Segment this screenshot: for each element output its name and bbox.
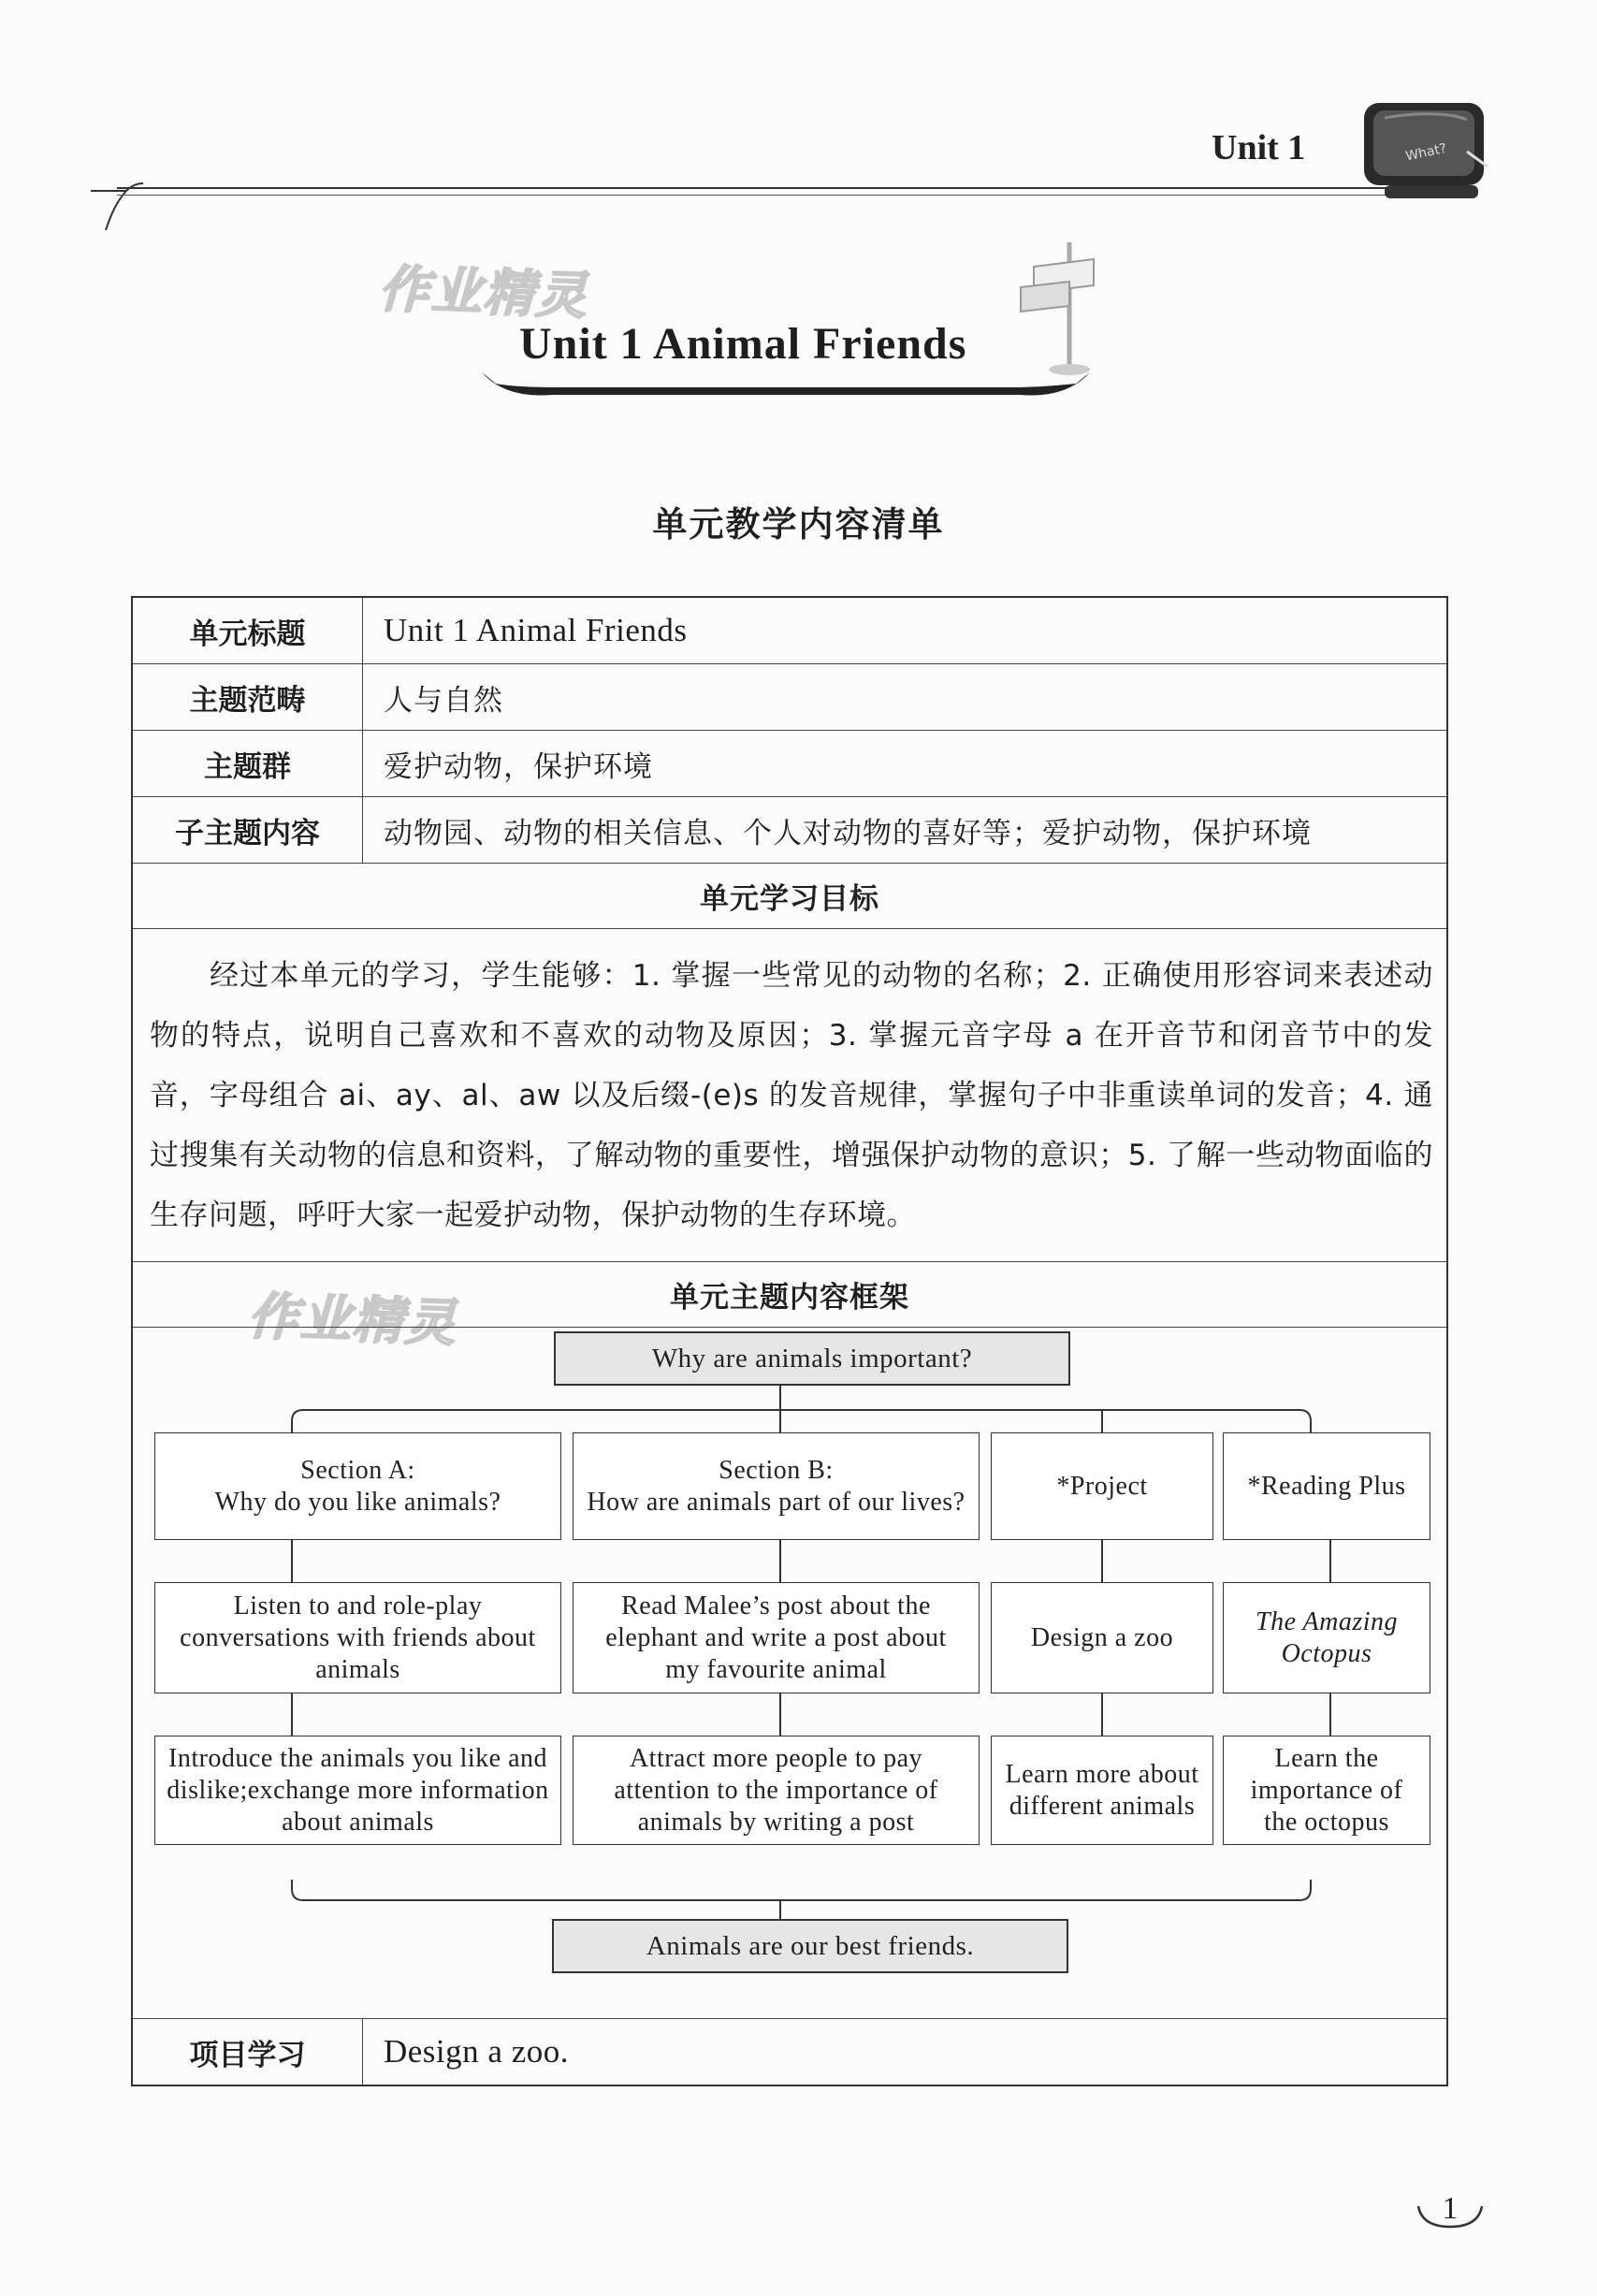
framework-outcome-reading: Learn the importance of the octopus — [1223, 1736, 1430, 1845]
framework-project: *Project — [991, 1432, 1213, 1540]
row-label: 子主题内容 — [133, 797, 363, 863]
page-number-block — [1413, 2189, 1488, 2236]
framework-bottom-conclusion: Animals are our best friends. — [552, 1919, 1068, 1973]
unit-title: Unit 1 Animal Friends — [519, 319, 967, 369]
framework-top-question: Why are animals important? — [554, 1331, 1070, 1386]
row-label: 主题范畴 — [133, 664, 363, 730]
framework-section-b: Section B: How are animals part of our lives? — [573, 1432, 980, 1540]
running-header — [89, 112, 1502, 215]
row-label: 主题群 — [133, 731, 363, 796]
framework-activity-project: Design a zoo — [991, 1582, 1213, 1693]
row-label: 单元标题 — [133, 598, 363, 663]
tv-icon — [1357, 95, 1497, 208]
unit-title-block — [477, 309, 1095, 402]
framework-section-a: Section A: Why do you like animals? — [154, 1432, 561, 1540]
content-list-heading: 单元教学内容清单 — [652, 504, 945, 545]
framework-reading-plus: *Reading Plus — [1223, 1432, 1430, 1540]
goals-row — [133, 929, 1446, 1262]
decorative-curl-icon — [89, 168, 145, 234]
title-underline — [477, 367, 1095, 404]
watermark: 作业精灵 — [377, 259, 589, 326]
page-number: 1 — [1442, 2191, 1459, 2226]
framework-outcome-a: Introduce the animals you like and dislike;exchange more information about animals — [154, 1736, 561, 1845]
framework-activity-b: Read Malee’s post about the elephant and write a post about my favourite animal — [573, 1582, 980, 1693]
framework-activity-reading: The Amazing Octopus — [1223, 1582, 1430, 1693]
table-row — [133, 598, 1446, 664]
framework-outcome-project: Learn more about different animals — [991, 1736, 1213, 1845]
header-rule — [117, 187, 1399, 189]
row-value: Unit 1 Animal Friends — [384, 612, 688, 648]
row-value: 动物园、动物的相关信息、个人对动物的喜好等；爱护动物，保护环境 — [384, 816, 1312, 850]
framework-heading-row — [133, 1262, 1446, 1328]
framework-row — [133, 1328, 1446, 2019]
row-value: 人与自然 — [384, 683, 503, 718]
framework-diagram — [133, 1328, 1446, 2019]
goals-heading: 单元学习目标 — [700, 882, 879, 916]
watermark: 作业精灵 — [246, 1286, 458, 1353]
header-rule-thin — [117, 195, 1399, 196]
row-value: 爱护动物，保护环境 — [384, 749, 653, 784]
running-header-unit: Unit 1 — [1212, 128, 1306, 167]
goals-heading-row — [133, 864, 1446, 929]
unit-content-table — [131, 596, 1448, 2086]
table-row — [133, 797, 1446, 864]
goals-text-block — [133, 929, 1446, 1261]
goals-text: 经过本单元的学习，学生能够：1. 掌握一些常见的动物的名称；2. 正确使用形容词来表述动物的特点，说明自己喜欢和不喜欢的动物及原因；3. 掌握元音字母 a 在开音节和闭音节中的发音，字母组合 ai、ay、al、aw 以及后缀-(e)s 的发音规律，掌握句子中非重读单词的发音；4. 通过搜集有关动物的信息和资料，了解动物的重要性，增强保护动物的意识；5. 了解一些动物面临的生存问题，呼吁大家一起爱护动物，保护动物的生存环境。 — [150, 959, 1433, 1232]
table-row — [133, 731, 1446, 797]
framework-heading: 单元主题内容框架 — [670, 1281, 909, 1315]
signpost-icon — [1015, 239, 1099, 379]
framework-outcome-b: Attract more people to pay attention to the importance of animals by writing a post — [573, 1736, 980, 1845]
svg-text:What?: What? — [1404, 140, 1448, 165]
project-row — [133, 2019, 1446, 2085]
project-label: 项目学习 — [133, 2019, 363, 2085]
project-value: Design a zoo. — [384, 2033, 569, 2070]
table-row — [133, 664, 1446, 731]
framework-activity-a: Listen to and role-play conversations with friends about animals — [154, 1582, 561, 1693]
